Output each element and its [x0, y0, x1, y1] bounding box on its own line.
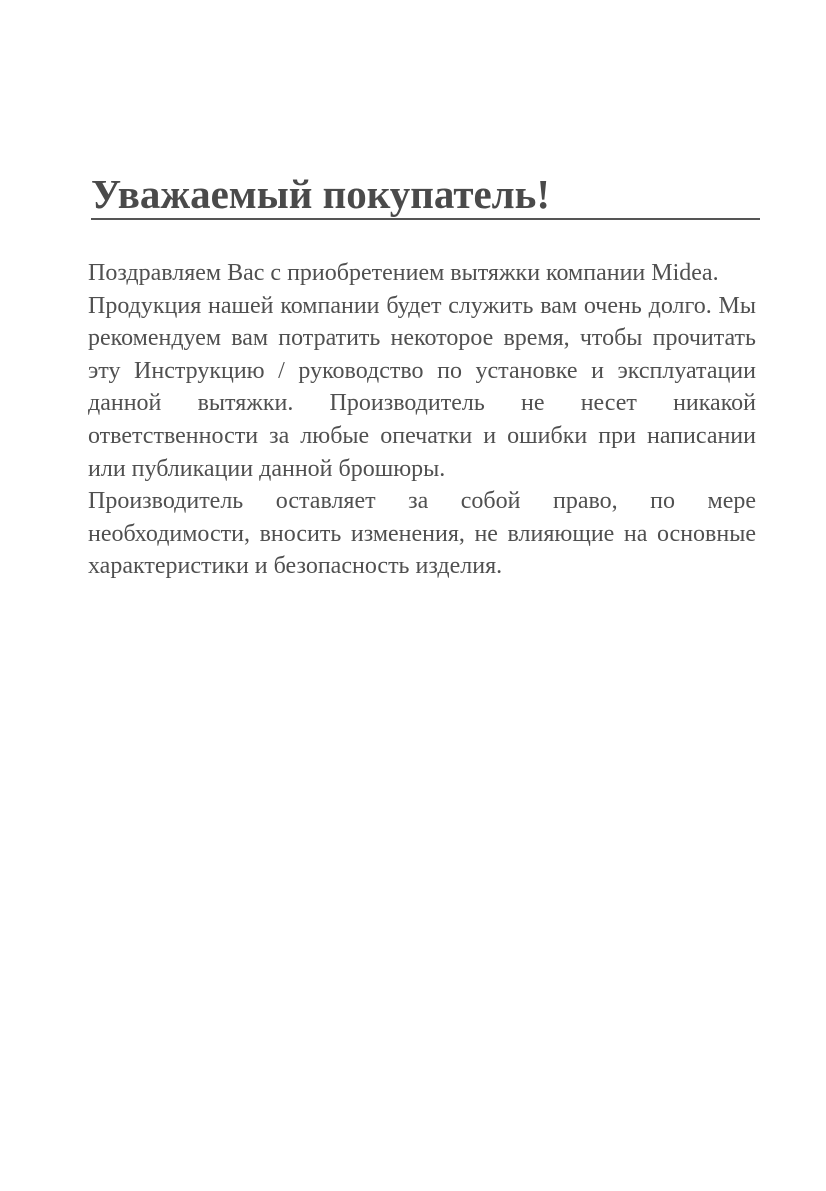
body-text	[88, 257, 756, 583]
heading-underline-block	[91, 166, 760, 220]
paragraph-manufacturer-rights: Производитель оставляет за собой право, по мере необходимости, вносить изменения, не влияющие на основные характеристики и безопасность изделия.	[88, 488, 756, 580]
paragraph-product-info: Продукция нашей компании будет служить вам очень долго. Мы рекомендуем вам потратить некоторое время, чтобы прочитать эту Инструкцию / руководство по установке и эксплуатации данной вытяжки. Производитель не несет никакой ответственности за любые опечатки и ошибки при написании или публикации данной брошюры.	[88, 292, 756, 482]
page-title: Уважаемый покупатель!	[91, 171, 551, 217]
paragraph-congratulations: Поздравляем Вас с приобретением вытяжки компании Midea.	[88, 260, 719, 286]
